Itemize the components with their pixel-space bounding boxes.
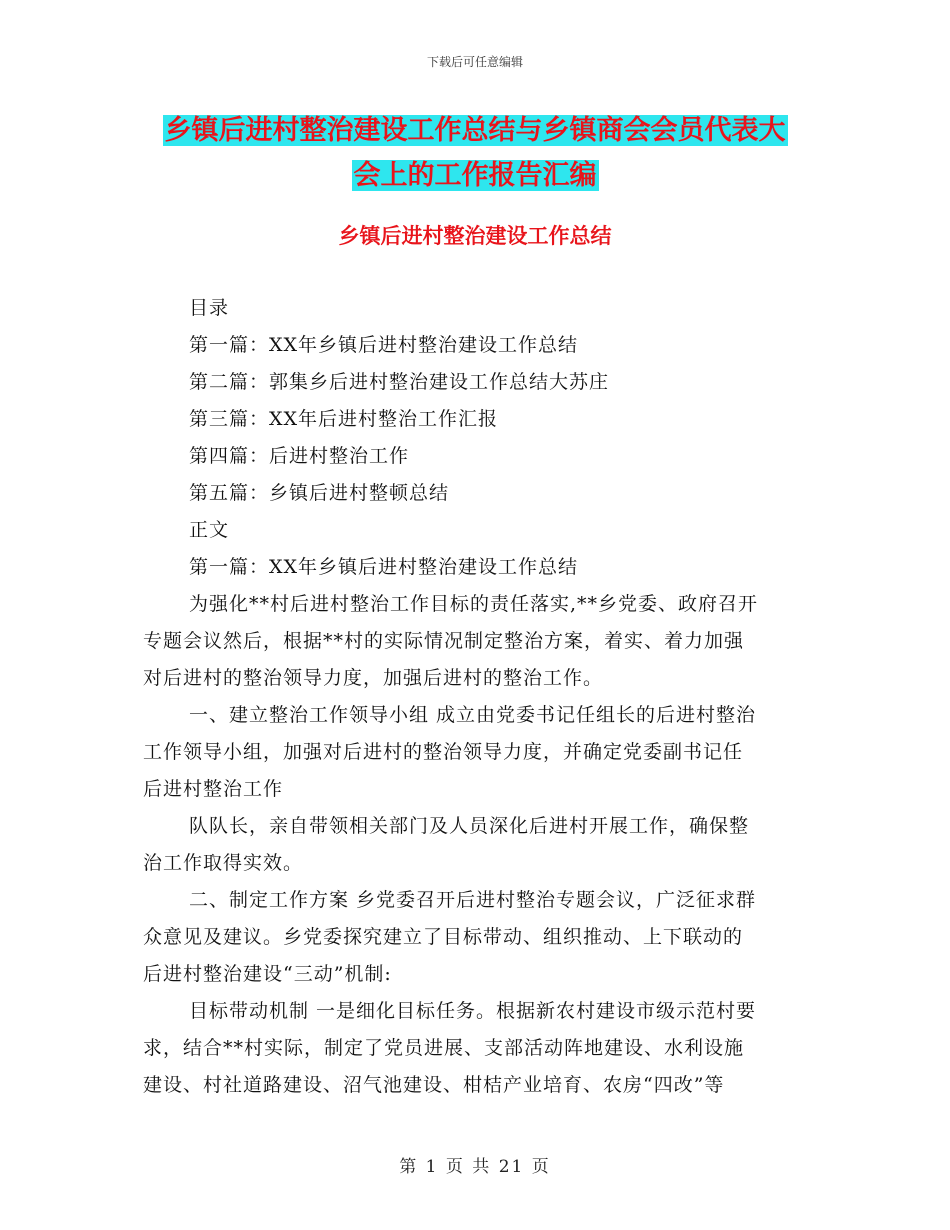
title-line-1: 乡镇后进村整治建设工作总结与乡镇商会会员代表大 xyxy=(164,115,786,146)
body-line: 求，结合**村实际，制定了党员进展、支部活动阵地建设、水利设施 xyxy=(143,1037,745,1059)
body-line: 目标带动机制 一是细化目标任务。根据新农村建设市级示范村要 xyxy=(189,1000,757,1022)
body-line: 对后进村的整治领导力度，加强后进村的整治工作。 xyxy=(143,667,604,689)
header-note: 下载后可任意编辑 xyxy=(426,55,523,69)
body-line: 第五篇：乡镇后进村整顿总结 xyxy=(189,482,450,504)
document-title xyxy=(0,108,950,198)
body-line: 工作领导小组，加强对后进村的整治领导力度，并确定党委副书记任 xyxy=(143,741,744,763)
body-line: 第一篇：XX年乡镇后进村整治建设工作总结 xyxy=(189,334,579,356)
body-line: 正文 xyxy=(189,519,230,541)
body-line: 一、建立整治工作领导小组 成立由党委书记任组长的后进村整治 xyxy=(189,704,757,726)
body-line: 为强化**村后进村整治工作目标的责任落实,**乡党委、政府召开 xyxy=(189,593,759,615)
body-line: 第四篇：后进村整治工作 xyxy=(189,445,410,467)
section-title: 乡镇后进村整治建设工作总结 xyxy=(338,224,612,248)
document-body xyxy=(143,290,808,1104)
title-line-2: 会上的工作报告汇编 xyxy=(353,160,597,191)
body-line: 治工作取得实效。 xyxy=(143,852,304,874)
body-line: 二、制定工作方案 乡党委召开后进村整治专题会议，广泛征求群 xyxy=(189,889,757,911)
body-line: 第三篇：XX年后进村整治工作汇报 xyxy=(189,408,499,430)
body-line: 第二篇：郭集乡后进村整治建设工作总结大苏庄 xyxy=(189,371,610,393)
body-line: 建设、村社道路建设、沼气池建设、柑桔产业培育、农房“四改”等 xyxy=(143,1074,725,1096)
body-line: 第一篇：XX年乡镇后进村整治建设工作总结 xyxy=(189,556,579,578)
body-line: 队队长，亲自带领相关部门及人员深化后进村开展工作，确保整 xyxy=(189,815,750,837)
body-line: 后进村整治建设“三动”机制: xyxy=(143,963,392,985)
body-line: 后进村整治工作 xyxy=(143,778,284,800)
page-number: 第 1 页 共 21 页 xyxy=(399,1157,551,1177)
body-line: 目录 xyxy=(189,297,230,319)
body-line: 众意见及建议。乡党委探究建立了目标带动、组织推动、上下联动的 xyxy=(143,926,744,948)
body-line: 专题会议然后，根据**村的实际情况制定整治方案，着实、着力加强 xyxy=(143,630,745,652)
